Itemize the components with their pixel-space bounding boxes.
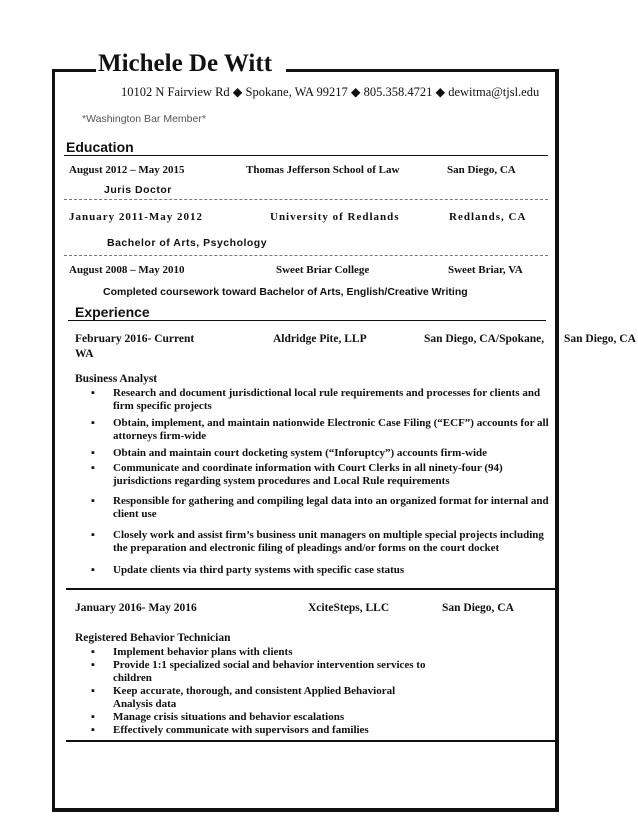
edu-divider: [64, 199, 548, 200]
contact-line: 10102 N Fairview Rd ◆ Spokane, WA 99217 ◆ 805.358.4721 ◆ dewitma@tjsl.edu: [121, 85, 540, 99]
job-bullet: ▪ Obtain, implement, and maintain nationwide Electronic Case Filing (“ECF”) accounts for all attorneys firm-wide: [89, 417, 551, 443]
job-date: January 2016- May 2016: [75, 602, 197, 614]
frame-right-line: [555, 69, 559, 811]
job-company: XciteSteps, LLC: [308, 602, 390, 614]
edu-school: Sweet Briar College: [276, 264, 370, 276]
education-rule: [64, 155, 548, 156]
frame-top-left-line: [52, 69, 96, 72]
job-bullet-list: [89, 387, 551, 577]
experience-rule: [68, 320, 546, 321]
edu-degree: Completed coursework toward Bachelor of Arts, English/Creative Writing: [103, 286, 468, 298]
job-bullet: ▪ Update clients via third party systems with specific case status: [89, 564, 551, 577]
job-bullet: ▪ Responsible for gathering and compiling legal data into an organized format for internal and client use: [89, 495, 551, 521]
job-location: San Diego, CA: [442, 602, 514, 614]
frame-left-line: [52, 69, 55, 811]
frame-bottom-line: [52, 808, 559, 812]
job-divider: [66, 588, 559, 590]
job-role: Registered Behavior Technician: [75, 632, 231, 644]
job-date: February 2016- Current: [75, 333, 195, 345]
edu-degree: Bachelor of Arts, Psychology: [107, 237, 268, 249]
candidate-name: Michele De Witt: [98, 50, 273, 77]
edu-divider: [64, 255, 548, 256]
edu-location: Redlands, CA: [449, 211, 527, 223]
job-bullet: ▪ Keep accurate, thorough, and consistent Applied Behavioral Analysis data: [89, 685, 434, 711]
job-date-wrap: WA: [75, 348, 94, 360]
job-bullet-list: [89, 646, 434, 737]
job-bullet: ▪ Communicate and coordinate information with Court Clerks in all ninety-four (94) jurisdictions regarding system procedures and Local Rule requirements: [89, 462, 551, 488]
edu-school: University of Redlands: [270, 211, 400, 223]
job-bullet: ▪ Effectively communicate with supervisors and families: [89, 724, 434, 737]
edu-date: January 2011-May 2012: [69, 211, 204, 223]
job-bullet: ▪ Research and document jurisdictional local rule requirements and processes for clients and firm specific projects: [89, 387, 551, 413]
edu-date: August 2008 – May 2010: [69, 264, 185, 276]
job-divider: [66, 740, 559, 742]
edu-degree: Juris Doctor: [104, 184, 172, 196]
experience-heading: Experience: [75, 304, 150, 320]
bar-member-note: *Washington Bar Member*: [82, 113, 206, 125]
job-bullet: ▪ Implement behavior plans with clients: [89, 646, 434, 659]
job-bullet: ▪ Provide 1:1 specialized social and behavior intervention services to children: [89, 659, 434, 685]
edu-school: Thomas Jefferson School of Law: [246, 164, 400, 176]
edu-location: Sweet Briar, VA: [448, 264, 523, 276]
job-company: Aldridge Pite, LLP: [273, 333, 367, 345]
job-role: Business Analyst: [75, 373, 158, 385]
edu-date: August 2012 – May 2015: [69, 164, 185, 176]
education-heading: Education: [66, 139, 134, 155]
frame-top-right-line: [286, 69, 557, 72]
job-bullet: ▪ Obtain and maintain court docketing system (“Inforuptcy”) accounts firm-wide: [89, 447, 551, 460]
edu-location: San Diego, CA: [447, 164, 516, 176]
job-location-overflow: San Diego, CA: [564, 333, 636, 345]
job-bullet: ▪ Closely work and assist firm’s business unit managers on multiple special projects including the preparation and electronic filing of pleadings and/or forms on the court docket: [89, 529, 551, 555]
job-bullet: ▪ Manage crisis situations and behavior escalations: [89, 711, 434, 724]
job-location: San Diego, CA/Spokane,: [424, 333, 545, 345]
